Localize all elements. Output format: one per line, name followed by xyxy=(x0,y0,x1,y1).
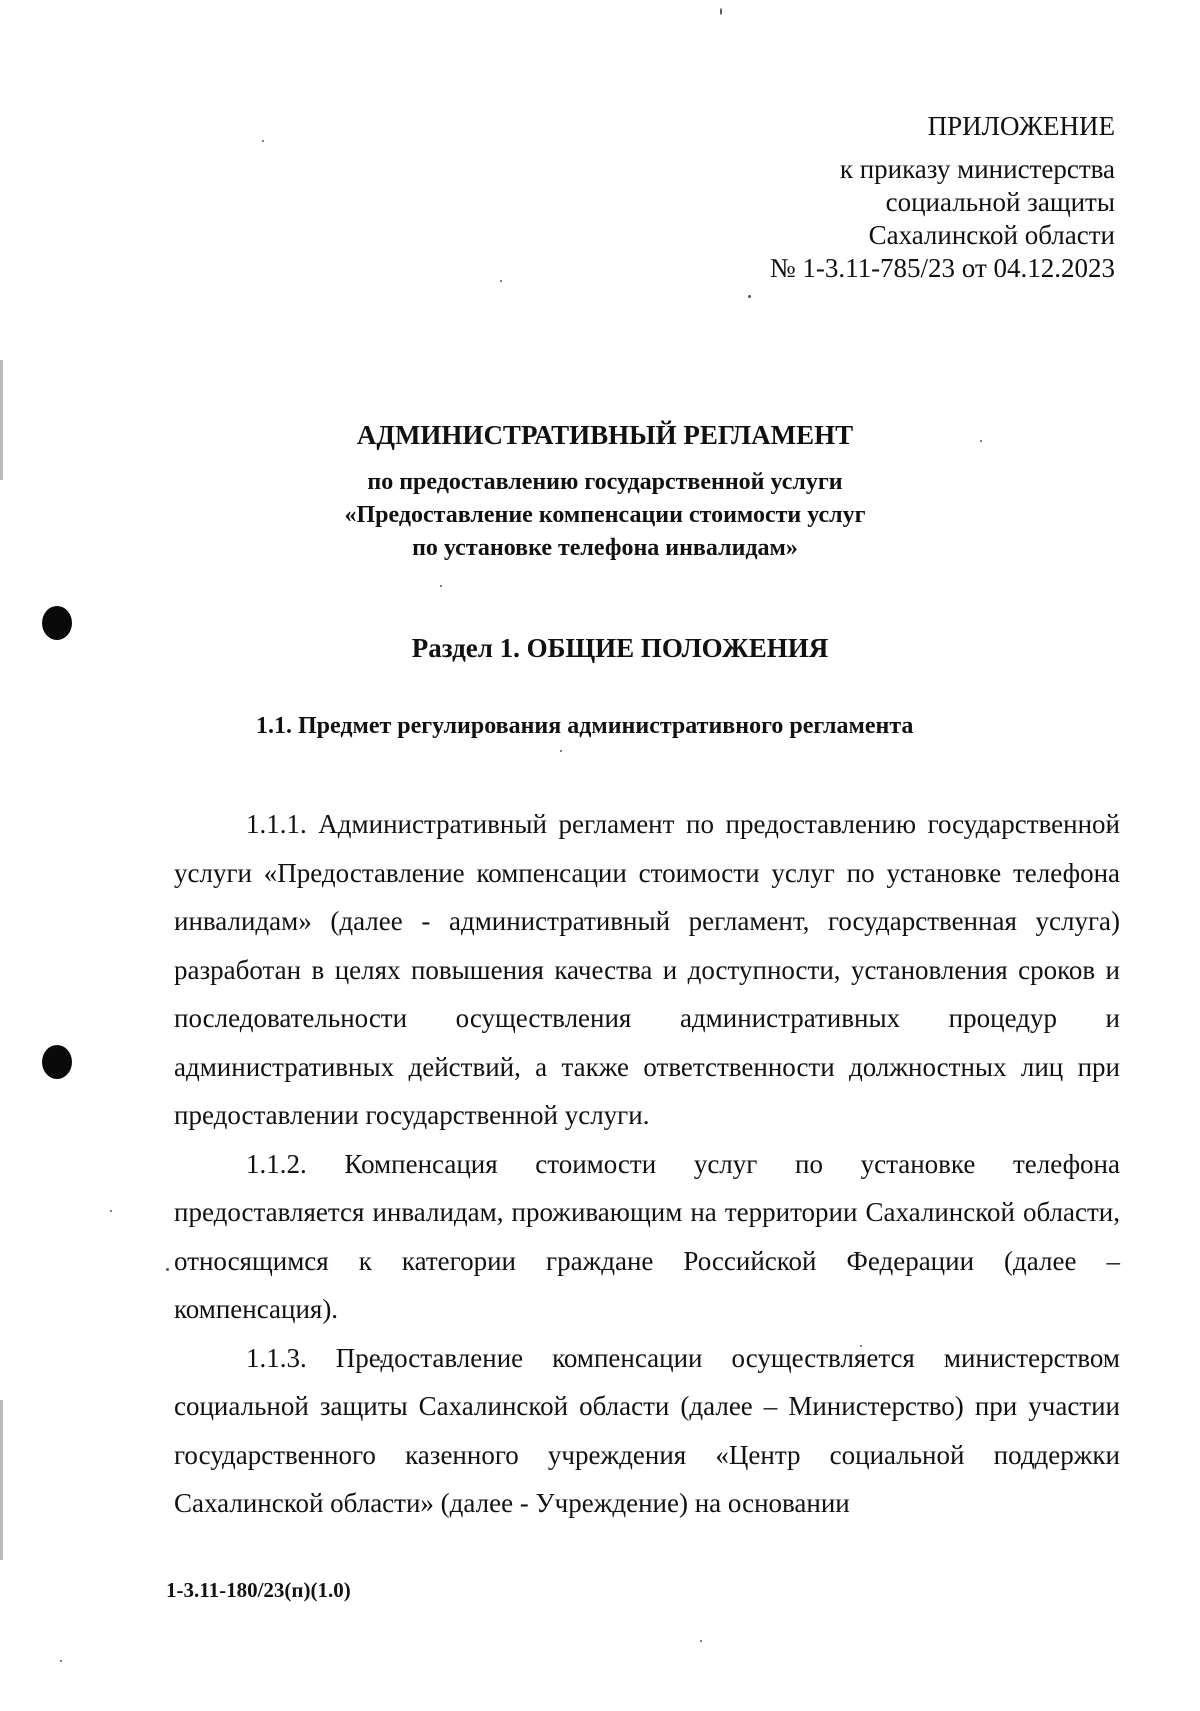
scan-speck xyxy=(748,295,751,298)
appendix-line: Сахалинской области xyxy=(868,220,1115,250)
appendix-block xyxy=(770,110,1115,285)
subsection-heading: 1.1. Предмет регулирования административного регламента xyxy=(256,713,914,739)
appendix-order-number: № 1-3.11-785/23 от 04.12.2023 xyxy=(769,253,1115,283)
scan-edge-mark xyxy=(0,1400,3,1560)
scan-speck xyxy=(262,140,264,142)
punch-hole xyxy=(42,1045,72,1079)
appendix-line: социальной защиты xyxy=(885,187,1115,217)
scan-speck xyxy=(60,1660,62,1662)
scan-speck xyxy=(720,8,722,15)
document-title-block xyxy=(0,418,1200,565)
subtitle-line: по установке телефона инвалидам» xyxy=(412,535,798,561)
section-heading: Раздел 1. ОБЩИЕ ПОЛОЖЕНИЯ xyxy=(411,633,829,663)
appendix-label: ПРИЛОЖЕНИЕ xyxy=(927,111,1115,141)
scan-speck xyxy=(440,585,442,587)
subtitle-line: «Предоставление компенсации стоимости услуг xyxy=(344,502,866,528)
scan-speck xyxy=(110,1210,112,1212)
body-text xyxy=(174,800,1120,1528)
scan-speck xyxy=(700,1640,702,1642)
document-code: 1-3.11-180/23(п)(1.0) xyxy=(166,1578,351,1602)
paragraph: 1.1.3. Предоставление компенсации осуществляется министерством социальной защиты Сахалинской области (далее – Министерство) при участии государственного казенного учреждения «Центр социальной поддержки Сахалинской области» (далее - Учреждение) на основании xyxy=(174,1342,1120,1518)
document-title: АДМИНИСТРАТИВНЫЙ РЕГЛАМЕНТ xyxy=(356,420,854,450)
document-subtitle xyxy=(10,466,1200,565)
paragraph: 1.1.1. Административный регламент по предоставлению государственной услуги «Предоставление компенсации стоимости услуг по установке телефона инвалидам» (далее - административный регламент, государственная услуга) разработан в целях повышения качества и доступности, установления сроков и последовательности осуществления административных процедур и административных действий, а также ответственности должностных лиц при предоставлении государственной услуги. xyxy=(174,809,1120,1130)
paragraph: 1.1.2. Компенсация стоимости услуг по установке телефона предоставляется инвалидам, проживающим на территории Сахалинской области, относящимся к категории граждане Российской Федерации (далее – компенсация). xyxy=(174,1148,1120,1324)
scan-speck xyxy=(500,280,502,282)
scan-speck xyxy=(166,1268,169,1271)
subtitle-line: по предоставлению государственной услуги xyxy=(367,469,843,495)
appendix-line: к приказу министерства xyxy=(839,154,1115,184)
scan-speck xyxy=(560,750,562,752)
